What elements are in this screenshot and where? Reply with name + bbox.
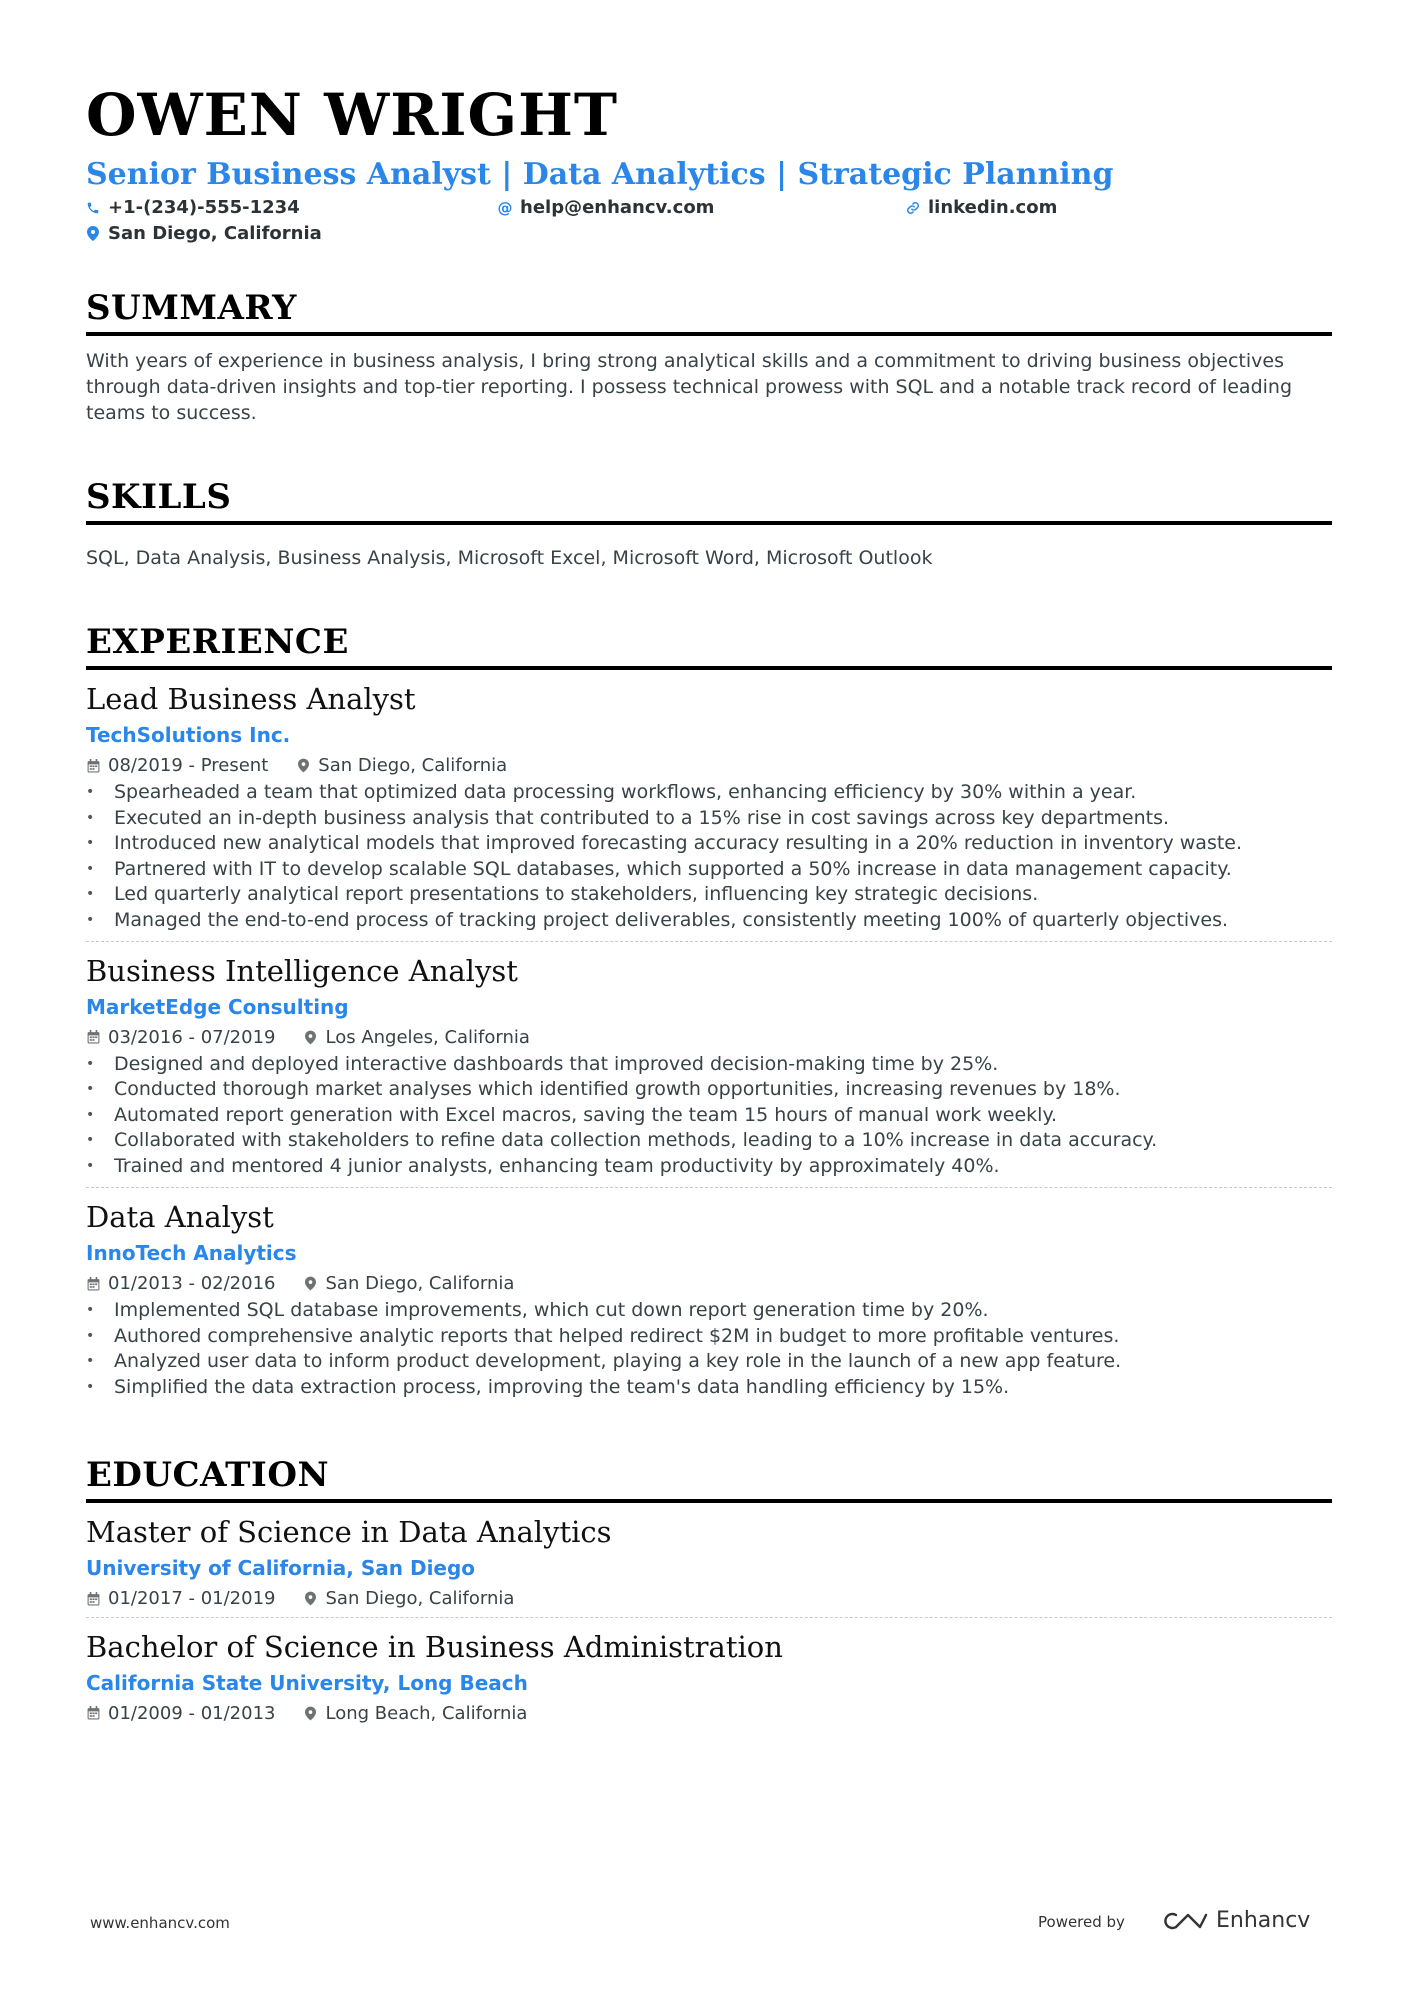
- brand-name: Enhancv: [1216, 1908, 1311, 1933]
- email-text: help@enhancv.com: [520, 197, 715, 218]
- location: [296, 755, 507, 776]
- location: [304, 1588, 515, 1609]
- date-location-row: [86, 1703, 1332, 1724]
- calendar-icon: [86, 759, 100, 773]
- achievement-item: • Designed and deployed interactive dashboards that improved decision-making time by 25%.: [86, 1052, 1332, 1078]
- phone-text: +1-(234)-555-1234: [108, 197, 300, 218]
- location-text: San Diego, California: [325, 1273, 515, 1295]
- date-range: 01/2013 - 02/2016: [108, 1273, 276, 1295]
- experience-list: [86, 682, 1332, 1408]
- contact-email[interactable]: [498, 197, 714, 218]
- skills-text: SQL, Data Analysis, Business Analysis, Microsoft Excel, Microsoft Word, Microsoft Outlook: [86, 547, 933, 570]
- job-title: Data Analyst: [86, 1200, 274, 1235]
- achievement-item: • Implemented SQL database improvements, which cut down report generation time by 20%.: [86, 1298, 1332, 1324]
- footer: [90, 1908, 1320, 1938]
- date-location-row: [86, 1588, 1332, 1609]
- brand-logo[interactable]: [1162, 1908, 1310, 1933]
- date-range: 08/2019 - Present: [108, 755, 269, 777]
- location-text: Long Beach, California: [325, 1702, 528, 1724]
- achievement-item: • Trained and mentored 4 junior analysts, enhancing team productivity by approximately 40%.: [86, 1154, 1332, 1180]
- degree: Bachelor of Science in Business Administration: [86, 1630, 783, 1665]
- location: [304, 1027, 530, 1048]
- job-title: Lead Business Analyst: [86, 682, 416, 717]
- contact-phone[interactable]: [86, 197, 300, 218]
- achievement-item: • Simplified the data extraction process, improving the team's data handling efficiency by 15%.: [86, 1375, 1332, 1401]
- powered-by-label: Powered by: [1038, 1913, 1125, 1931]
- achievement-item: • Executed an in-depth business analysis that contributed to a 15% rise in cost savings across key departments.: [86, 806, 1332, 832]
- degree: Master of Science in Data Analytics: [86, 1515, 612, 1550]
- education-entry: [86, 1515, 1332, 1618]
- map-pin-icon: [86, 226, 100, 241]
- phone-icon: [86, 201, 100, 215]
- achievement-item: • Led quarterly analytical report presentations to stakeholders, influencing key strategic decisions.: [86, 882, 1332, 908]
- date-range: 03/2016 - 07/2019: [108, 1026, 276, 1048]
- achievement-list: [86, 1052, 1332, 1180]
- achievement-item: • Spearheaded a team that optimized data processing workflows, enhancing efficiency by 30% within a year.: [86, 780, 1332, 806]
- map-pin-icon: [304, 1591, 318, 1606]
- experience-entry: [86, 954, 1332, 1188]
- skills-heading: SKILLS: [86, 478, 1332, 525]
- summary-heading: SUMMARY: [86, 289, 1332, 336]
- map-pin-icon: [304, 1030, 318, 1045]
- at-icon: @: [497, 198, 513, 217]
- date-location-row: [86, 1273, 1332, 1294]
- map-pin-icon: [304, 1276, 318, 1291]
- achievement-item: • Automated report generation with Excel macros, saving the team 15 hours of manual work weekly.: [86, 1103, 1332, 1129]
- map-pin-icon: [304, 1706, 318, 1721]
- achievement-item: • Collaborated with stakeholders to refine data collection methods, leading to a 10% increase in data accuracy.: [86, 1128, 1332, 1154]
- achievement-item: • Managed the end-to-end process of tracking project deliverables, consistently meeting 100% of quarterly objectives.: [86, 908, 1332, 934]
- achievement-item: • Conducted thorough market analyses which identified growth opportunities, increasing revenues by 18%.: [86, 1077, 1332, 1103]
- location: [304, 1273, 515, 1294]
- footer-site-link[interactable]: www.enhancv.com: [90, 1914, 230, 1932]
- company-name[interactable]: MarketEdge Consulting: [86, 994, 349, 1019]
- calendar-icon: [86, 1030, 100, 1044]
- achievement-item: • Authored comprehensive analytic reports that helped redirect $2M in budget to more profitable ventures.: [86, 1324, 1332, 1350]
- achievement-item: • Partnered with IT to develop scalable SQL databases, which supported a 50% increase in data management capacity.: [86, 857, 1332, 883]
- experience-heading: EXPERIENCE: [86, 623, 1332, 670]
- location-text: Los Angeles, California: [325, 1026, 530, 1048]
- enhancv-logo-icon: [1162, 1909, 1208, 1933]
- map-pin-icon: [296, 758, 310, 773]
- achievement-item: • Introduced new analytical models that improved forecasting accuracy resulting in a 20% reduction in inventory waste.: [86, 831, 1332, 857]
- education-heading: EDUCATION: [86, 1456, 1332, 1503]
- contact-location: [86, 223, 322, 244]
- candidate-name: OWEN WRIGHT: [86, 81, 619, 149]
- date-range: 01/2009 - 01/2013: [108, 1702, 276, 1724]
- education-list: [86, 1515, 1332, 1732]
- job-title: Business Intelligence Analyst: [86, 954, 518, 989]
- calendar-icon: [86, 1592, 100, 1606]
- location-text: San Diego, California: [108, 223, 322, 244]
- company-name[interactable]: InnoTech Analytics: [86, 1241, 297, 1266]
- summary-text: With years of experience in business analysis, I bring strong analytical skills and a commitment to driving business objectives through data-driven insights and top-tier reporting. I possess technical prowess with SQL and a notable track record of leading teams to success.: [86, 350, 1293, 425]
- achievement-list: [86, 780, 1332, 933]
- location: [304, 1703, 528, 1724]
- experience-entry: [86, 1200, 1332, 1408]
- linkedin-text: linkedin.com: [928, 197, 1058, 218]
- contact-info: [86, 197, 1332, 253]
- experience-entry: [86, 682, 1332, 942]
- achievement-item: • Analyzed user data to inform product development, playing a key role in the launch of a new app feature.: [86, 1349, 1332, 1375]
- resume-page: [86, 72, 1332, 1732]
- calendar-icon: [86, 1277, 100, 1291]
- education-entry: [86, 1630, 1332, 1732]
- school-name[interactable]: California State University, Long Beach: [86, 1670, 528, 1695]
- headline: Senior Business Analyst | Data Analytics | Strategic Planning: [86, 157, 1114, 192]
- date-location-row: [86, 1027, 1332, 1048]
- location-text: San Diego, California: [318, 755, 508, 777]
- school-name[interactable]: University of California, San Diego: [86, 1556, 476, 1581]
- date-location-row: [86, 755, 1332, 776]
- contact-linkedin[interactable]: [906, 197, 1057, 218]
- calendar-icon: [86, 1706, 100, 1720]
- location-text: San Diego, California: [325, 1588, 515, 1610]
- date-range: 01/2017 - 01/2019: [108, 1588, 276, 1610]
- achievement-list: [86, 1298, 1332, 1400]
- link-icon: [906, 201, 920, 215]
- company-name[interactable]: TechSolutions Inc.: [86, 723, 291, 748]
